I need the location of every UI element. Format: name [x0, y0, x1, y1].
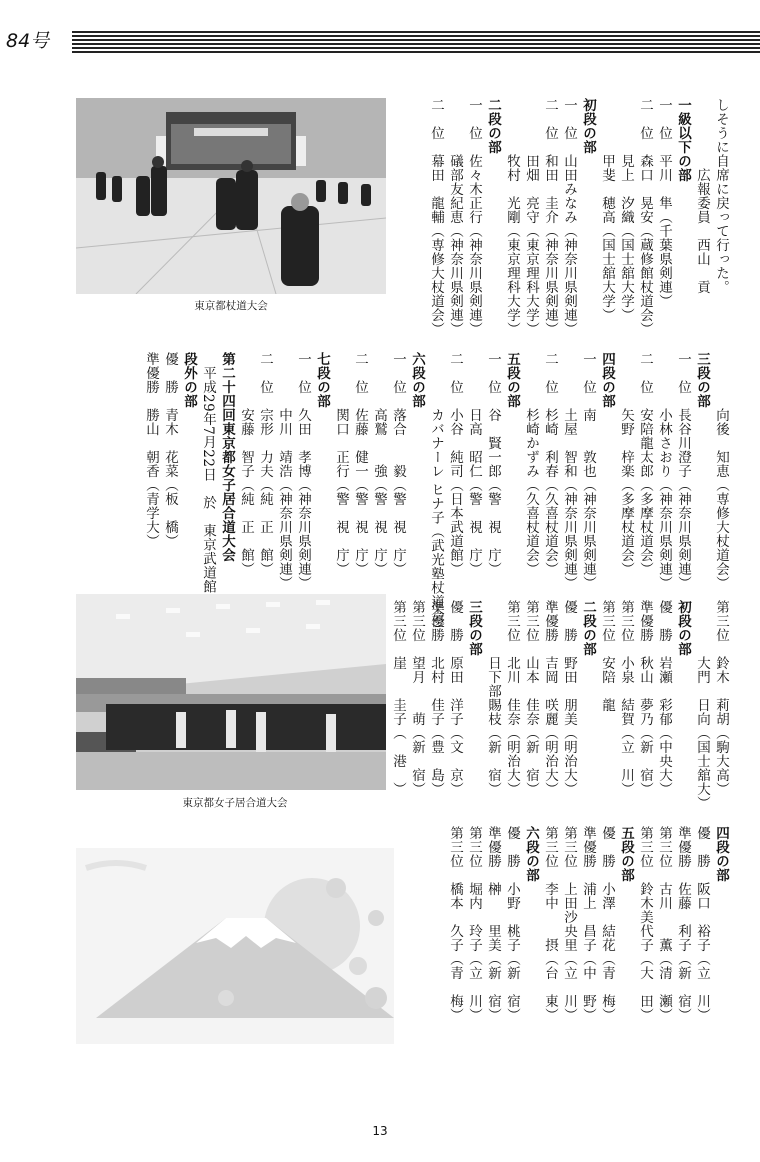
section-heading: 二段の部	[485, 98, 501, 154]
result-line: 第三位 橋本 久子（青 梅）	[447, 826, 463, 1022]
result-line: 第三位 安陪 龍	[599, 600, 615, 754]
result-line: 田畑 亮守（東京理科大学）	[523, 98, 539, 336]
result-line: 第三位 小泉 結賀（立 川）	[618, 600, 634, 796]
result-line: 礒部友紀恵（神奈川県剣連）	[447, 98, 463, 336]
result-line: 二 位 杉崎 利春（久喜杖道会）	[542, 352, 558, 576]
iaido-photo-caption: 東京都女子居合道大会	[182, 797, 288, 809]
result-line: 二 位 宗形 力夫（純 正 館）	[257, 352, 273, 576]
result-line: 優 勝 岩瀬 彩郁（中央大）	[656, 600, 672, 796]
result-line: 二 位 佐藤 健一（警 視 庁）	[352, 352, 368, 576]
result-line: 安藤 智子（純 正 館）	[238, 352, 254, 576]
jodo-results-upper-block	[426, 98, 730, 338]
result-line: 一 位 長谷川澄子（神奈川県剣連）	[675, 352, 691, 590]
result-line: 土屋 智和（神奈川県剣連）	[561, 352, 577, 590]
result-line: 優 勝 小野 桃子（新 宿）	[504, 826, 520, 1022]
iaido-results-lower-block	[445, 826, 730, 1040]
result-line: 大門 日向（国士舘大）	[694, 600, 710, 810]
result-line: 二 位 幕田 龍輔（専修大杖道会）	[428, 98, 444, 336]
section-heading: 六段の部	[523, 826, 539, 882]
result-line: 杉崎かずみ（久喜杖道会）	[523, 352, 539, 576]
jodo-photo-caption: 東京都杖道大会	[194, 300, 268, 312]
result-line: 日高 昭仁（警 視 庁）	[466, 352, 482, 576]
header-rule	[0, 31, 760, 53]
result-line: 広報委員 西山 貢	[694, 98, 710, 294]
section-heading: 段外の部	[181, 352, 197, 408]
result-line: 第三位 崖 圭子（ 港 ）	[390, 600, 406, 796]
section-heading: 五段の部	[504, 352, 520, 408]
result-line: 優 勝 原田 洋子（文 京）	[447, 600, 463, 796]
issue-number: 84号	[0, 27, 72, 55]
result-line: 矢野 梓楽（多摩杖道会）	[618, 352, 634, 576]
result-line: 準優勝 佐藤 利子（新 宿）	[675, 826, 691, 1022]
result-line: 準優勝 榊 里美（新 宿）	[485, 826, 501, 1022]
result-line: 一 位 山田みなみ（神奈川県剣連）	[561, 98, 577, 336]
result-line: 優 勝 阪口 裕子（立 川）	[694, 826, 710, 1022]
result-line: 第三位 望月 萌（新 宿）	[409, 600, 425, 796]
result-line: 第三位 鈴木美代子（大 田）	[637, 826, 653, 1022]
jodo-tournament-photo	[76, 98, 386, 294]
result-line: 一 位 落合 毅（警 視 庁）	[390, 352, 406, 576]
mount-fuji-illustration	[76, 848, 394, 1044]
iaido-results-middle-block	[388, 600, 730, 810]
section-heading: 初段の部	[580, 98, 596, 154]
result-line: 甲斐 穂高（国士舘大学）	[599, 98, 615, 322]
result-line: 二 位 和田 圭介（神奈川県剣連）	[542, 98, 558, 336]
section-heading: 初段の部	[675, 600, 691, 656]
page-number: 13	[372, 1124, 388, 1138]
section-heading: 第二十四回東京都女子居合道大会	[219, 352, 235, 562]
result-line: 準優勝 勝山 朝香（青学大）	[143, 352, 159, 548]
section-heading: 二段の部	[580, 600, 596, 656]
section-heading: 一級以下の部	[675, 98, 691, 182]
result-line: 優 勝 青木 花菜（板 橋）	[162, 352, 178, 548]
section-heading: 六段の部	[409, 352, 425, 408]
result-line: 牧村 光剛（東京理科大学）	[504, 98, 520, 336]
result-line: 優 勝 小澤 結花（青 梅）	[599, 826, 615, 1022]
result-line: 準優勝 浦上 昌子（中 野）	[580, 826, 596, 1022]
result-line: 平成29年7月22日 於 東京武道館	[200, 352, 216, 594]
result-line: 一 位 久田 孝博（神奈川県剣連）	[295, 352, 311, 590]
result-line: 二 位 森口 晃安（蔵修館杖道会）	[637, 98, 653, 336]
result-line: 一 位 佐々木正行（神奈川県剣連）	[466, 98, 482, 336]
result-line: 第三位 古川 薫（清 瀬）	[656, 826, 672, 1022]
section-heading: 四段の部	[599, 352, 615, 408]
section-heading: 五段の部	[618, 826, 634, 882]
result-line: 第三位 堀内 玲子（立 川）	[466, 826, 482, 1022]
result-line: 第三位 上田沙央里（立 川）	[561, 826, 577, 1022]
result-line: 準優勝 秋山 夢乃（新 宿）	[637, 600, 653, 796]
result-line: 高鷲 強（警 視 庁）	[371, 352, 387, 576]
section-heading: 七段の部	[314, 352, 330, 408]
result-line: 一 位 谷 賢一郎（警 視 庁）	[485, 352, 501, 576]
result-line: 第三位 李中 摂（台 東）	[542, 826, 558, 1022]
result-line: 一 位 南 敦也（神奈川県剣連）	[580, 352, 596, 590]
iaido-tournament-photo	[76, 594, 386, 790]
result-line: 二 位 安陪龍太郎（多摩杖道会）	[637, 352, 653, 576]
result-line: 二 位 小谷 純司（日本武道館）	[447, 352, 463, 576]
result-line: 優 勝 野田 朋美（明治大）	[561, 600, 577, 796]
result-line: しそうに自席に戻って行った。	[713, 98, 729, 294]
result-line: 第三位 北川 佳奈（明治大）	[504, 600, 520, 796]
section-heading: 三段の部	[466, 600, 482, 656]
result-line: 日下部賜枝（新 宿）	[485, 600, 501, 796]
result-line: 第三位 山本 佳奈（新 宿）	[523, 600, 539, 796]
result-line: 一 位 平川 隼（千葉県剣連）	[656, 98, 672, 308]
section-heading: 四段の部	[713, 826, 729, 882]
result-line: 小林さおり（神奈川県剣連）	[656, 352, 672, 590]
result-line: 準優勝 北村 佳子（豊 島）	[428, 600, 444, 796]
result-line: カバナーレ ヒナ子（武光塾杖道会）	[428, 352, 444, 637]
result-line: 中川 靖浩（神奈川県剣連）	[276, 352, 292, 590]
result-line: 第三位 鈴木 莉胡（駒大高）	[713, 600, 729, 796]
result-line: 向後 知恵（専修大杖道会）	[713, 352, 729, 590]
section-heading: 三段の部	[694, 352, 710, 408]
result-line: 関口 正行（警 視 庁）	[333, 352, 349, 576]
result-line: 準優勝 吉岡 咲麗（明治大）	[542, 600, 558, 796]
result-line: 見上 汐織（国士舘大学）	[618, 98, 634, 322]
